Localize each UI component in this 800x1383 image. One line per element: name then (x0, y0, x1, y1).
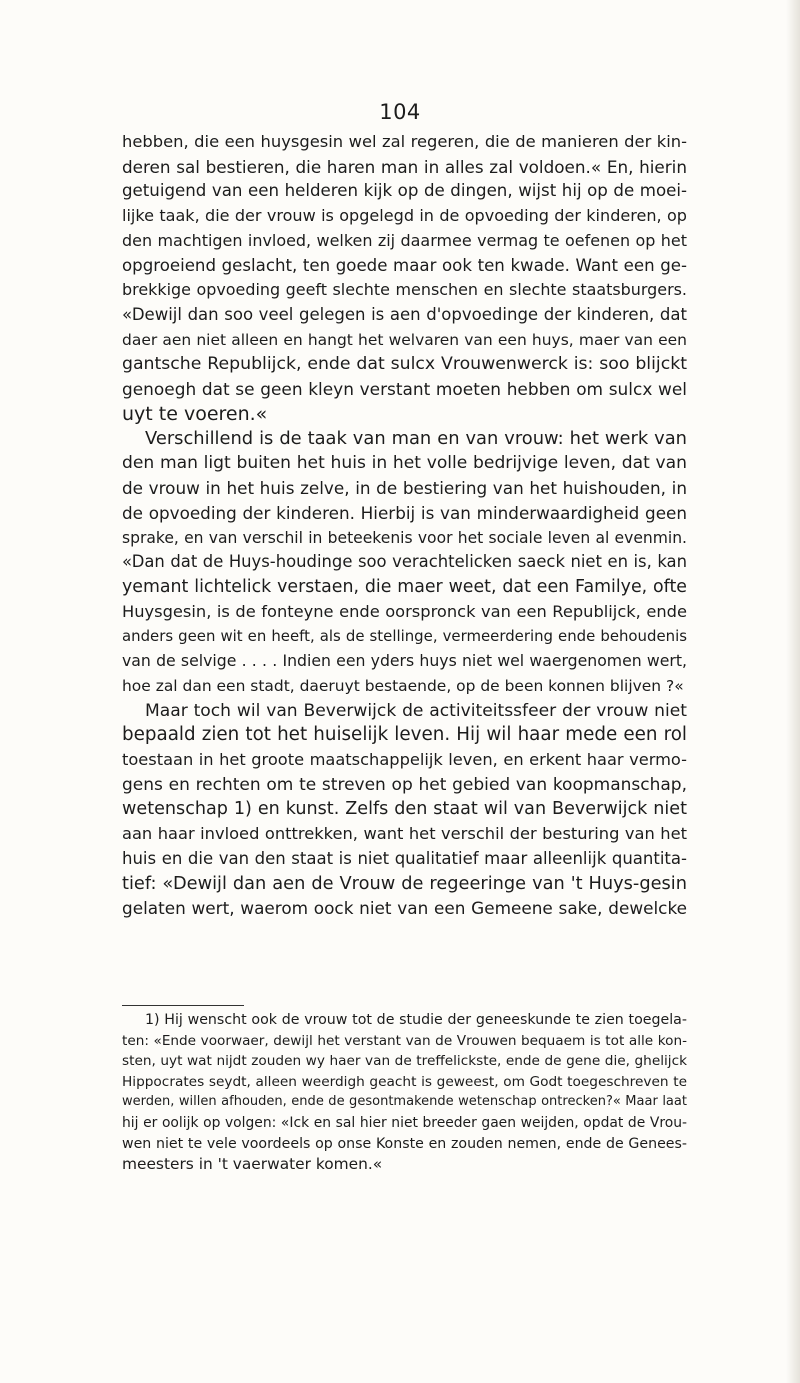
body-line: gelaten wert, waerom oock niet van een Gemeene sake, dewelcke (122, 898, 687, 919)
footnote-line: sten, uyt wat nijdt zouden wy haer van de treffelickste, ende de gene die, ghelijck (122, 1053, 687, 1070)
footnote-line: wen niet te vele voordeels op onse Konste en zouden nemen, ende de Genees- (122, 1135, 687, 1152)
body-line: «Dan dat de Huys-houdinge soo verachtelicken saeck niet en is, kan (122, 552, 687, 572)
body-line: Verschillend is de taak van man en van vrouw: het werk van (145, 427, 687, 449)
body-line: deren sal bestieren, die haren man in alles zal voldoen.« En, hierin (122, 156, 687, 177)
body-line: yemant lichtelick verstaen, die maer weet, dat een Familye, ofte (122, 576, 687, 597)
body-line: Huysgesin, is de fonteyne ende oorspronck van een Republijck, ende (122, 601, 687, 621)
body-line: wetenschap 1) en kunst. Zelfs den staat wil van Beverwijck niet (122, 799, 687, 820)
footnotes (122, 1010, 687, 1175)
body-line: tief: «Dewijl dan aen de Vrouw de regeeringe van 't Huys-gesin (122, 873, 687, 894)
footnote-line: meesters in 't vaerwater komen.« (122, 1155, 383, 1174)
body-line: daer aen niet alleen en hangt het welvaren van een huys, maer van een (122, 330, 687, 349)
body-line: toestaan in het groote maatschappelijk leven, en erkent haar vermo- (122, 749, 687, 769)
page-edge-shadow (786, 0, 800, 1383)
footnote-line: werden, willen afhouden, ende de gesontmakende wetenschap ontrecken?« Maar laat (122, 1094, 687, 1110)
footnote-line: Hippocrates seydt, alleen weerdigh geacht is geweest, om Godt toegeschreven te (122, 1073, 687, 1090)
body-line: bepaald zien tot het huiselijk leven. Hij wil haar mede een rol (122, 724, 687, 746)
body-line: aan haar invloed onttrekken, want het verschil der besturing van het (122, 824, 687, 844)
body-line: anders geen wit en heeft, als de stellinge, vermeerdering ende behoudenis (122, 627, 687, 646)
body-line: hebben, die een huysgesin wel zal regeren, die de manieren der kin- (122, 132, 687, 151)
body-line: den machtigen invloed, welken zij daarmee vermag te oefenen op het (122, 230, 687, 250)
body-line: getuigend van een helderen kijk op de dingen, wijst hij op de moei- (122, 181, 687, 201)
body-line: den man ligt buiten het huis in het volle bedrijvige leven, dat van (122, 453, 687, 474)
body-line: gantsche Republijck, ende dat sulcx Vrouwenwerck is: soo blijckt (122, 354, 687, 375)
body-line: hoe zal dan een stadt, daeruyt bestaende, op de been konnen blijven ?« (122, 676, 684, 695)
body-line: genoegh dat se geen kleyn verstant moeten hebben om sulcx wel (122, 379, 687, 400)
body-line: lijke taak, die der vrouw is opgelegd in de opvoeding der kinderen, op (122, 206, 687, 226)
body-line: de opvoeding der kinderen. Hierbij is van minderwaardigheid geen (122, 502, 687, 523)
body-line: «Dewijl dan soo veel gelegen is aen d'opvoedinge der kinderen, dat (122, 305, 687, 325)
body-line: Maar toch wil van Beverwijck de activiteitssfeer der vrouw niet (145, 700, 687, 721)
body-line: de vrouw in het huis zelve, in de bestiering van het huishouden, in (122, 478, 687, 499)
body-line: sprake, en van verschil in beteekenis voor het sociale leven al evenmin. (122, 528, 687, 547)
body-line: van de selvige . . . . Indien een yders huys niet wel waergenomen wert, (122, 651, 687, 671)
footnote-divider (122, 1005, 244, 1006)
footnote-line: ten: «Ende voorwaer, dewijl het verstant van de Vrouwen bequaem is tot alle kon- (122, 1032, 687, 1049)
body-line: uyt te voeren.« (122, 402, 268, 425)
footnote-line: hij er oolijk op volgen: «Ick en sal hier niet breeder gaen weijden, opdat de Vrou- (122, 1114, 687, 1131)
body-line: brekkige opvoeding geeft slechte menschen en slechte staatsburgers. (122, 280, 687, 300)
footnote-line: 1) Hij wenscht ook de vrouw tot de studie der geneeskunde te zien toegela- (145, 1012, 687, 1028)
body-line: gens en rechten om te streven op het gebied van koopmanschap, (122, 774, 687, 795)
body-line: opgroeiend geslacht, ten goede maar ook ten kwade. Want een ge- (122, 255, 687, 275)
body-text (122, 130, 687, 921)
page-number: 104 (379, 100, 421, 124)
body-line: huis en die van den staat is niet qualitatief maar alleenlijk quantita- (122, 848, 687, 868)
